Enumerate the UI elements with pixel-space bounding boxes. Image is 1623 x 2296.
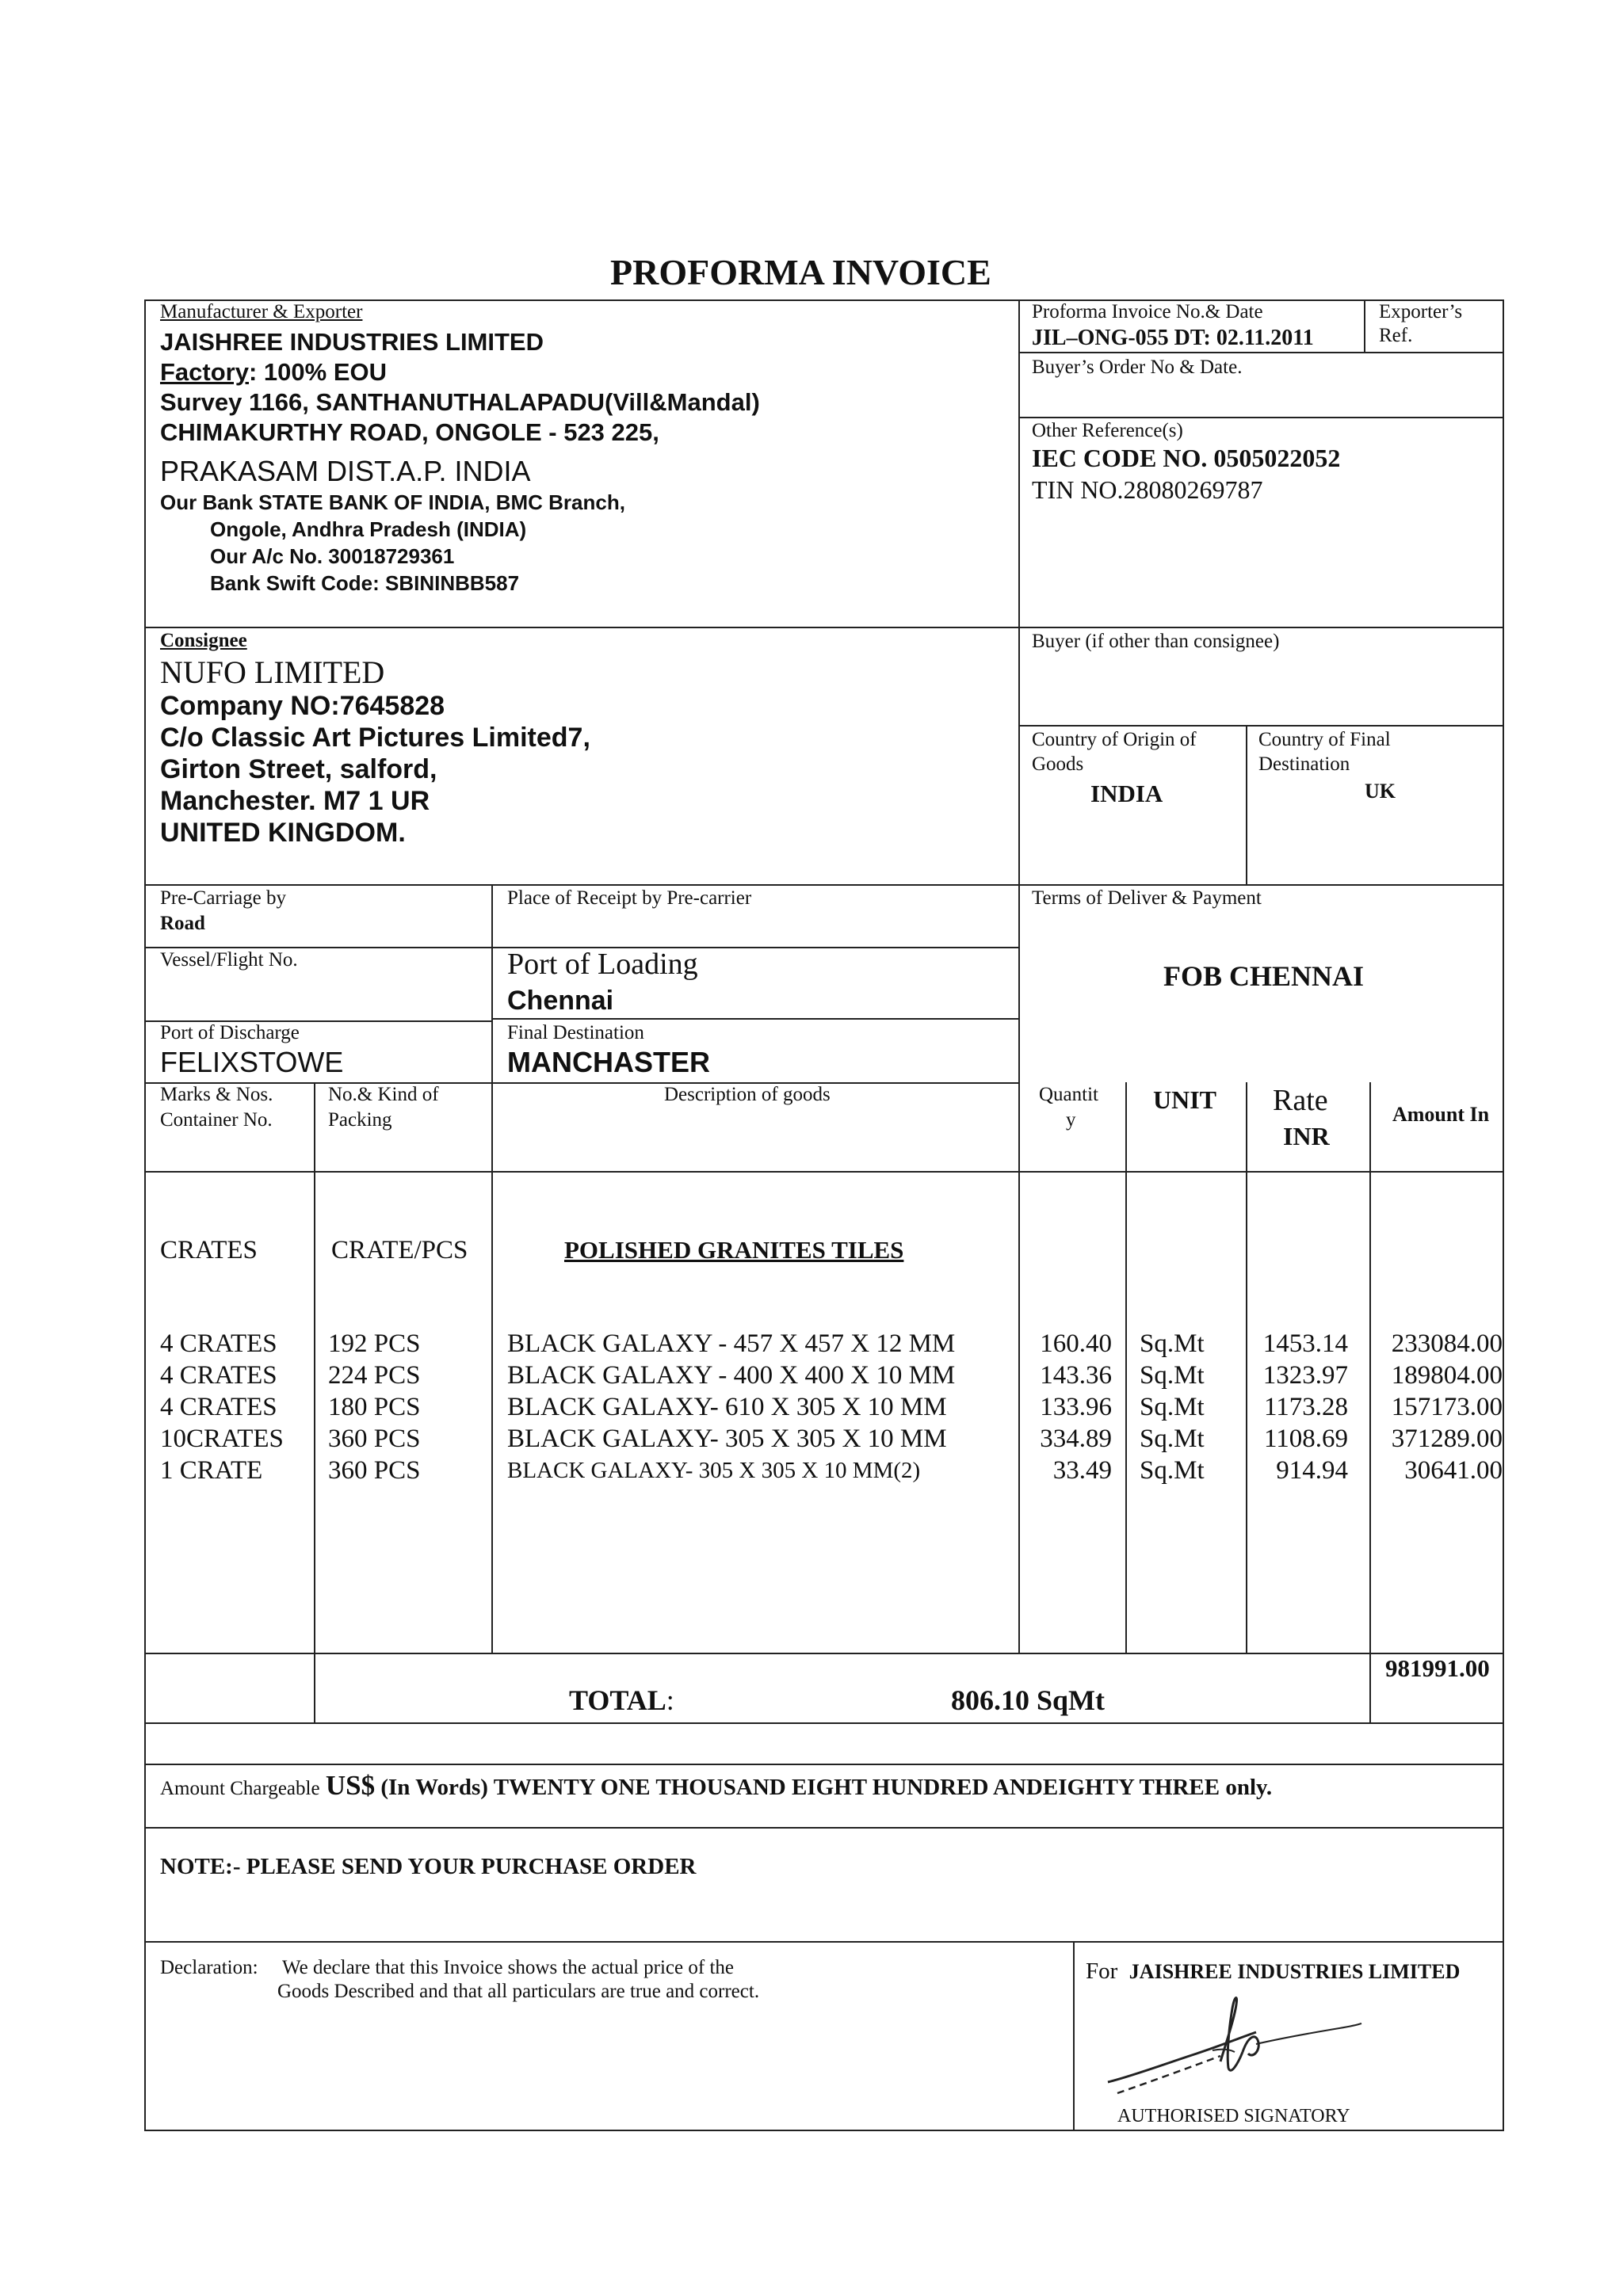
header-quantity-2: y <box>1066 1109 1076 1131</box>
other-ref-label: Other Reference(s) <box>1032 420 1183 441</box>
origin-value: INDIA <box>1090 780 1163 807</box>
row-rate: 1173.28 <box>1263 1393 1348 1421</box>
row-quantity: 133.96 <box>1040 1393 1112 1421</box>
vessel-label: Vessel/Flight No. <box>160 949 298 971</box>
signature-mark <box>1102 1989 1363 2107</box>
header-marks-2: Container No. <box>160 1109 273 1131</box>
row-marks: 4 CRATES <box>160 1329 277 1358</box>
row-amount: 30641.00 <box>1404 1456 1503 1485</box>
loading-label: Port of Loading <box>507 948 698 981</box>
header-rate-2: INR <box>1283 1122 1330 1150</box>
row-amount: 157173.00 <box>1391 1393 1503 1421</box>
row-unit: Sq.Mt <box>1140 1361 1205 1390</box>
row-marks: 1 CRATE <box>160 1456 263 1485</box>
row-unit: Sq.Mt <box>1140 1329 1205 1358</box>
row-unit: Sq.Mt <box>1140 1393 1205 1421</box>
amount-label: Amount Chargeable <box>160 1778 320 1799</box>
row-description: BLACK GALAXY- 610 X 305 X 10 MM <box>507 1393 947 1421</box>
row-unit: Sq.Mt <box>1140 1425 1205 1453</box>
iec-code: IEC CODE NO. 0505022052 <box>1032 444 1341 472</box>
row-description: BLACK GALAXY - 457 X 457 X 12 MM <box>507 1329 956 1358</box>
header-amount: Amount In <box>1392 1103 1490 1126</box>
row-description: BLACK GALAXY- 305 X 305 X 10 MM <box>507 1425 947 1453</box>
precarriage-value: Road <box>160 913 205 934</box>
receipt-label: Place of Receipt by Pre-carrier <box>507 887 752 909</box>
row-rate: 1453.14 <box>1262 1329 1348 1358</box>
row-rate: 914.94 <box>1276 1456 1348 1485</box>
discharge-value: FELIXSTOWE <box>160 1046 344 1078</box>
row-unit: Sq.Mt <box>1140 1456 1205 1485</box>
row-rate: 1108.69 <box>1263 1425 1348 1453</box>
row-packing: 192 PCS <box>328 1329 421 1358</box>
header-packing-2: Packing <box>328 1109 392 1131</box>
header-marks-1: Marks & Nos. <box>160 1084 273 1105</box>
exporter-address-1: Survey 1166, SANTHANUTHALAPADU(Vill&Mandal) <box>160 388 760 416</box>
signature-for <box>1086 1958 1460 1985</box>
declaration-line-1: We declare that this Invoice shows the actual price of the <box>282 1957 734 1978</box>
exporter-ref-label-1: Exporter’s <box>1379 301 1463 322</box>
row-amount: 371289.00 <box>1391 1425 1503 1453</box>
invoice-no-value: JIL–ONG-055 DT: 02.11.2011 <box>1032 326 1314 350</box>
destination-label-1: Country of Final <box>1258 729 1391 750</box>
row-rate: 1323.97 <box>1262 1361 1348 1390</box>
consignee-name: NUFO LIMITED <box>160 654 385 690</box>
group-packing: CRATE/PCS <box>331 1236 468 1264</box>
for-company: JAISHREE INDUSTRIES LIMITED <box>1128 1960 1461 1983</box>
buyer-other-label: Buyer (if other than consignee) <box>1032 631 1280 652</box>
row-quantity: 143.36 <box>1040 1361 1112 1390</box>
consignee-line-2: C/o Classic Art Pictures Limited7, <box>160 723 590 753</box>
destination-label-2: Destination <box>1258 753 1350 775</box>
declaration-label: Declaration: <box>160 1957 258 1978</box>
origin-label-1: Country of Origin of <box>1032 729 1197 750</box>
row-amount: 189804.00 <box>1391 1361 1503 1390</box>
exporter-bank-4: Bank Swift Code: SBININBB587 <box>210 571 520 595</box>
terms-value: FOB CHENNAI <box>1163 960 1365 992</box>
header-description: Description of goods <box>664 1084 831 1105</box>
row-marks: 10CRATES <box>160 1425 284 1453</box>
consignee-line-4: Manchester. M7 1 UR <box>160 786 430 816</box>
row-quantity: 33.49 <box>1052 1456 1112 1485</box>
page-title: PROFORMA INVOICE <box>610 252 991 292</box>
factory-label: Factory <box>160 358 249 386</box>
header-quantity-1: Quantit <box>1039 1084 1098 1105</box>
exporter-ref-label-2: Ref. <box>1379 325 1413 346</box>
tin-number: TIN NO.28080269787 <box>1032 475 1263 504</box>
consignee-line-5: UNITED KINGDOM. <box>160 818 406 848</box>
loading-value: Chennai <box>507 986 614 1016</box>
note-text: NOTE:- PLEASE SEND YOUR PURCHASE ORDER <box>160 1854 697 1879</box>
exporter-address-2: CHIMAKURTHY ROAD, ONGOLE - 523 225, <box>160 418 659 446</box>
factory-value: : 100% EOU <box>248 358 387 386</box>
header-unit: UNIT <box>1153 1085 1217 1114</box>
discharge-label: Port of Discharge <box>160 1022 300 1043</box>
header-packing-1: No.& Kind of <box>328 1084 439 1105</box>
exporter-bank-2: Ongole, Andhra Pradesh (INDIA) <box>210 517 527 541</box>
exporter-bank-1: Our Bank STATE BANK OF INDIA, BMC Branch, <box>160 490 625 514</box>
amount-words-text: (In Words) TWENTY ONE THOUSAND EIGHT HUNDRED ANDEIGHTY THREE only. <box>380 1775 1273 1800</box>
exporter-address-3: PRAKASAM DIST.A.P. INDIA <box>160 455 531 487</box>
authorised-signatory: AUTHORISED SIGNATORY <box>1117 2106 1350 2126</box>
row-description: BLACK GALAXY - 400 X 400 X 10 MM <box>507 1361 956 1390</box>
group-marks: CRATES <box>160 1236 258 1264</box>
buyer-order-label: Buyer’s Order No & Date. <box>1032 357 1243 378</box>
consignee-label: Consignee <box>160 630 247 651</box>
row-marks: 4 CRATES <box>160 1393 277 1421</box>
for-label: For <box>1086 1958 1118 1984</box>
total-label-colon: : <box>666 1684 674 1716</box>
total-quantity: 806.10 SqMt <box>951 1684 1106 1716</box>
total-label-text: TOTAL <box>569 1684 666 1716</box>
header-rate-1: Rate <box>1273 1084 1328 1117</box>
row-packing: 360 PCS <box>328 1425 421 1453</box>
consignee-line-1: Company NO:7645828 <box>160 691 445 721</box>
row-packing: 224 PCS <box>328 1361 421 1390</box>
amount-currency: US$ <box>325 1770 376 1801</box>
exporter-factory <box>160 358 387 387</box>
final-destination-value: MANCHASTER <box>507 1046 710 1078</box>
invoice-no-label: Proforma Invoice No.& Date <box>1032 301 1263 322</box>
declaration-line-2: Goods Described and that all particulars are true and correct. <box>277 1981 760 2002</box>
row-packing: 360 PCS <box>328 1456 421 1485</box>
final-destination-label: Final Destination <box>507 1022 644 1043</box>
origin-label-2: Goods <box>1032 753 1084 775</box>
row-description: BLACK GALAXY- 305 X 305 X 10 MM(2) <box>507 1458 921 1483</box>
row-quantity: 334.89 <box>1040 1425 1112 1453</box>
row-packing: 180 PCS <box>328 1393 421 1421</box>
amount-in-words <box>160 1770 1272 1802</box>
row-amount: 233084.00 <box>1391 1329 1503 1358</box>
total-label <box>569 1684 674 1717</box>
terms-label: Terms of Deliver & Payment <box>1032 887 1262 909</box>
consignee-line-3: Girton Street, salford, <box>160 754 437 784</box>
exporter-name: JAISHREE INDUSTRIES LIMITED <box>160 328 544 356</box>
exporter-label: Manufacturer & Exporter <box>160 301 363 322</box>
row-marks: 4 CRATES <box>160 1361 277 1390</box>
group-description: POLISHED GRANITES TILES <box>564 1236 904 1264</box>
exporter-bank-3: Our A/c No. 30018729361 <box>210 544 455 568</box>
row-quantity: 160.40 <box>1040 1329 1112 1358</box>
precarriage-label: Pre-Carriage by <box>160 887 286 909</box>
total-amount: 981991.00 <box>1385 1654 1490 1682</box>
destination-value: UK <box>1365 780 1396 803</box>
